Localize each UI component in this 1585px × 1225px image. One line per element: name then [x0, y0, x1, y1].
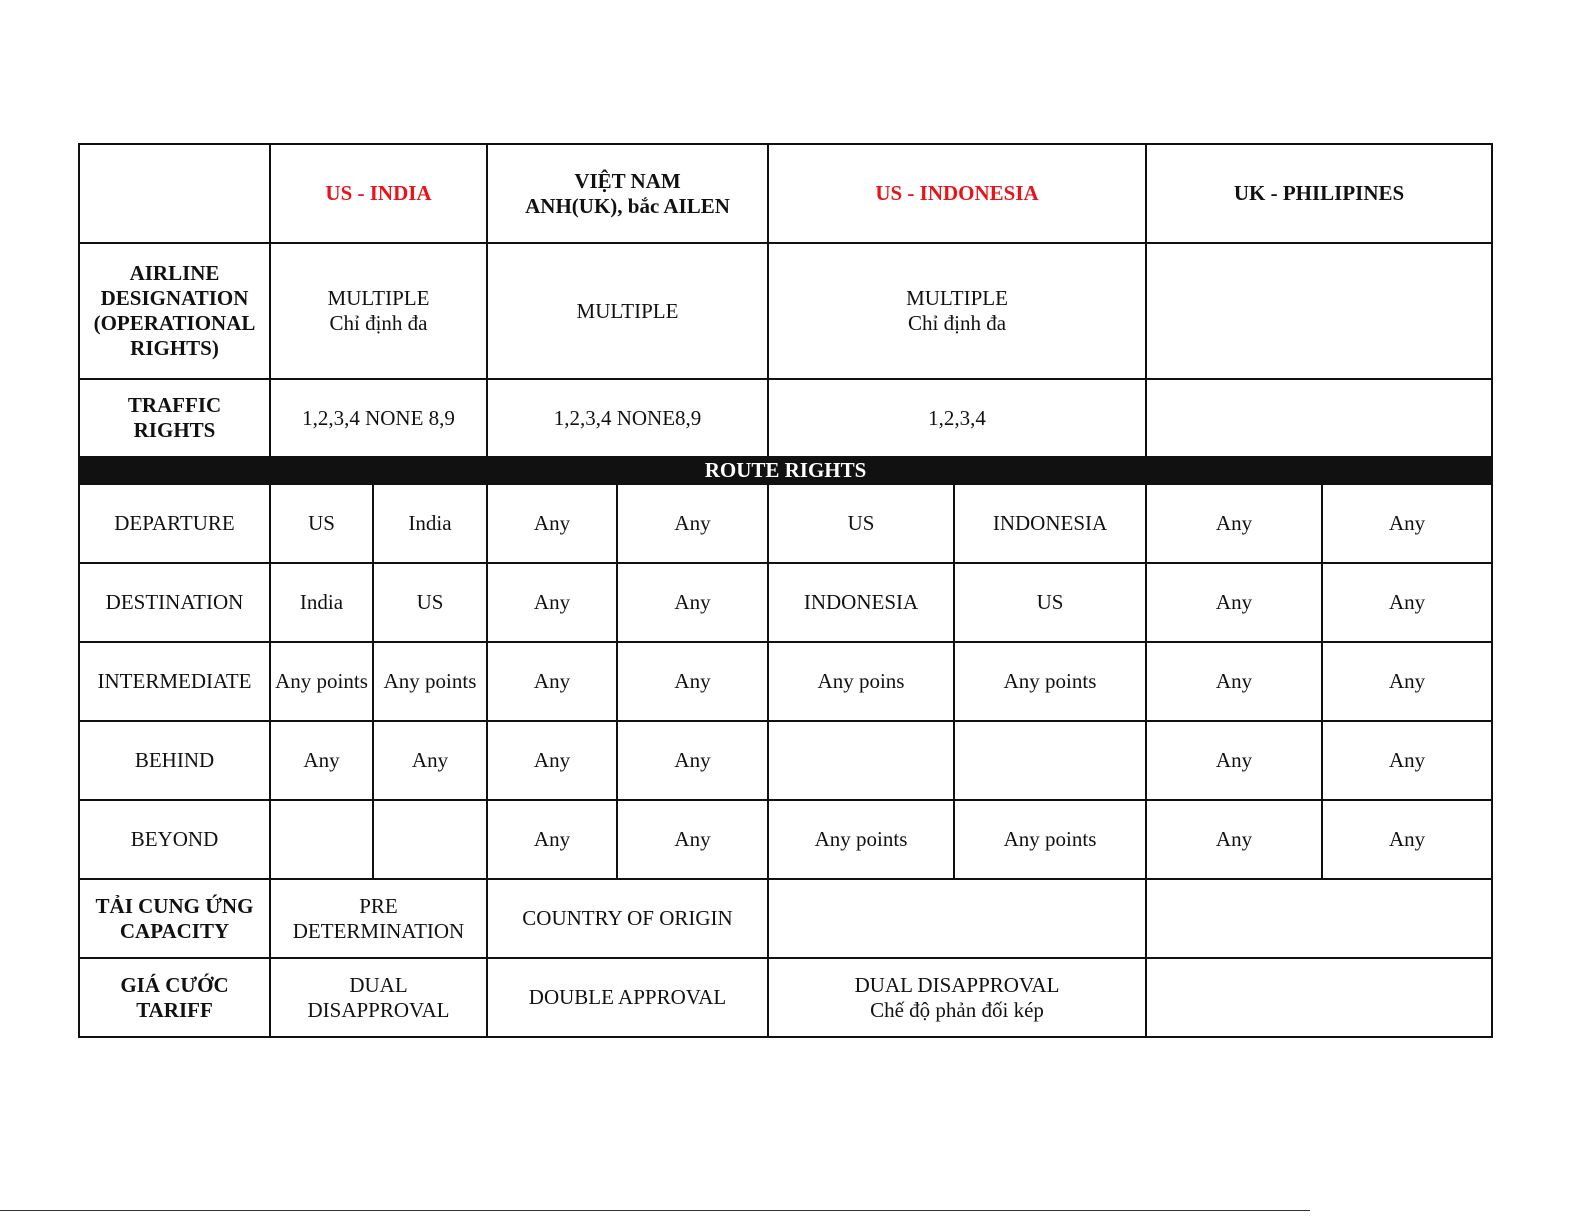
route-cell [270, 800, 373, 879]
footer-divider [0, 1210, 1310, 1211]
route-cell: Any points [270, 642, 373, 721]
route-cell: Any [373, 721, 487, 800]
route-cell: Any points [954, 800, 1146, 879]
tariff-vietnam-uk: DOUBLE APPROVAL [487, 958, 768, 1037]
airline-designation-label: AIRLINE DESIGNATION (OPERATIONAL RIGHTS) [79, 243, 270, 379]
route-cell: Any [1322, 721, 1492, 800]
route-cell: Any [617, 721, 768, 800]
header-empty-cell [79, 144, 270, 243]
route-cell [768, 721, 954, 800]
header-vietnam-uk [487, 144, 768, 243]
route-rights-band [79, 457, 1492, 484]
route-row-beyond [79, 800, 1492, 879]
route-row-destination [79, 563, 1492, 642]
traffic-rights-row [79, 379, 1492, 457]
header-us-indonesia: US - INDONESIA [768, 144, 1146, 243]
airline-designation-us-india: MULTIPLE Chỉ định đa [270, 243, 487, 379]
capacity-vietnam-uk: COUNTRY OF ORIGIN [487, 879, 768, 958]
route-cell: India [373, 484, 487, 563]
route-cell: Any [1146, 800, 1322, 879]
route-row-label: BEHIND [79, 721, 270, 800]
route-cell: Any [1146, 484, 1322, 563]
tariff-us-indonesia: DUAL DISAPPROVAL Chế độ phản đối kép [768, 958, 1146, 1037]
route-cell: Any [1322, 800, 1492, 879]
route-row-label: DEPARTURE [79, 484, 270, 563]
route-rights-heading: ROUTE RIGHTS [79, 457, 1492, 484]
header-uk-philipines: UK - PHILIPINES [1146, 144, 1492, 243]
route-cell: Any poins [768, 642, 954, 721]
route-cell: Any [1146, 563, 1322, 642]
traffic-rights-uk-philipines [1146, 379, 1492, 457]
traffic-rights-us-indonesia: 1,2,3,4 [768, 379, 1146, 457]
tariff-label: GIÁ CƯỚC TARIFF [79, 958, 270, 1037]
route-cell: US [954, 563, 1146, 642]
route-cell [954, 721, 1146, 800]
route-cell: Any [617, 484, 768, 563]
route-cell: Any [617, 642, 768, 721]
header-vietnam-line2: ANH(UK), bắc AILEN [525, 193, 730, 218]
traffic-rights-label: TRAFFIC RIGHTS [79, 379, 270, 457]
header-us-india: US - INDIA [270, 144, 487, 243]
airline-designation-uk-philipines [1146, 243, 1492, 379]
route-row-behind [79, 721, 1492, 800]
route-row-intermediate [79, 642, 1492, 721]
route-cell: Any [617, 800, 768, 879]
route-row-label: DESTINATION [79, 563, 270, 642]
route-row-label: INTERMEDIATE [79, 642, 270, 721]
air-rights-comparison-table [78, 143, 1493, 1038]
route-cell: Any [1322, 642, 1492, 721]
route-cell: India [270, 563, 373, 642]
route-cell: Any [1322, 484, 1492, 563]
tariff-uk-philipines [1146, 958, 1492, 1037]
route-cell: Any [1146, 721, 1322, 800]
route-cell: Any [1322, 563, 1492, 642]
route-row-departure [79, 484, 1492, 563]
tariff-row [79, 958, 1492, 1037]
route-cell: Any [617, 563, 768, 642]
capacity-us-indonesia [768, 879, 1146, 958]
route-cell: Any [487, 721, 617, 800]
route-cell: INDONESIA [954, 484, 1146, 563]
header-row [79, 144, 1492, 243]
capacity-us-india: PRE DETERMINATION [270, 879, 487, 958]
capacity-row [79, 879, 1492, 958]
route-cell: INDONESIA [768, 563, 954, 642]
header-vietnam-line1: VIỆT NAM [574, 168, 681, 193]
route-cell: Any [487, 642, 617, 721]
route-cell: Any [487, 563, 617, 642]
route-cell: US [270, 484, 373, 563]
traffic-rights-us-india: 1,2,3,4 NONE 8,9 [270, 379, 487, 457]
route-cell [373, 800, 487, 879]
route-cell: Any [1146, 642, 1322, 721]
route-cell: US [373, 563, 487, 642]
tariff-us-india: DUAL DISAPPROVAL [270, 958, 487, 1037]
traffic-rights-vietnam-uk: 1,2,3,4 NONE8,9 [487, 379, 768, 457]
route-cell: Any points [373, 642, 487, 721]
route-cell: Any points [954, 642, 1146, 721]
route-cell: Any [487, 800, 617, 879]
capacity-uk-philipines [1146, 879, 1492, 958]
route-cell: Any [487, 484, 617, 563]
capacity-label: TẢI CUNG ỨNG CAPACITY [79, 879, 270, 958]
route-row-label: BEYOND [79, 800, 270, 879]
route-cell: Any [270, 721, 373, 800]
airline-designation-vietnam-uk: MULTIPLE [487, 243, 768, 379]
airline-designation-us-indonesia: MULTIPLE Chỉ định đa [768, 243, 1146, 379]
airline-designation-row [79, 243, 1492, 379]
route-cell: US [768, 484, 954, 563]
route-cell: Any points [768, 800, 954, 879]
